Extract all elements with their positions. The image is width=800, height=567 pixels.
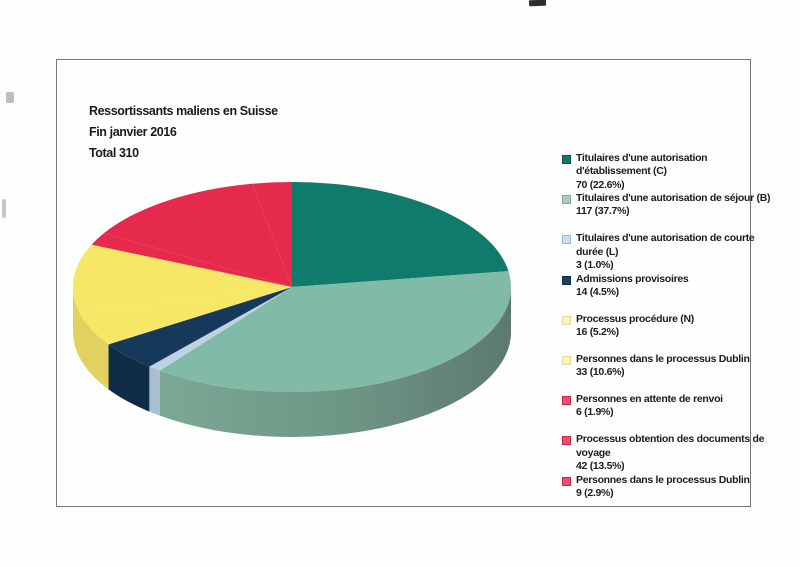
legend-label: Titulaires d'une autorisation de séjour (B) bbox=[576, 192, 771, 205]
pie-side-2 bbox=[149, 367, 159, 416]
legend-value: 16 (5.2%) bbox=[576, 326, 619, 338]
legend-label: Admissions provisoires bbox=[576, 272, 689, 285]
legend-value: 9 (2.9%) bbox=[576, 486, 614, 499]
legend-swatch-red bbox=[562, 477, 571, 486]
legend-value: 14 (4.5%) bbox=[576, 285, 619, 298]
legend-swatch-seagreen bbox=[562, 195, 571, 204]
legend-label: Titulaires d'une autorisation de courte durée (L) bbox=[576, 232, 755, 258]
legend-label: Titulaires d'une autorisation d'établissement (C) bbox=[576, 152, 708, 178]
chart-frame bbox=[56, 59, 771, 507]
legend-label: Processus procédure (N) bbox=[576, 312, 694, 325]
legend-swatch-paleyellow bbox=[562, 316, 571, 325]
scan-artifact bbox=[6, 92, 14, 103]
chart-legend bbox=[562, 152, 778, 514]
pie-slice-0 bbox=[292, 182, 508, 287]
legend-item bbox=[562, 152, 778, 192]
chart-title-line2: Fin janvier 2016 bbox=[89, 125, 177, 139]
legend-item bbox=[562, 192, 778, 232]
legend-value: 3 (1.0%) bbox=[576, 258, 614, 271]
legend-label: Processus obtention des documents de voyage bbox=[576, 433, 765, 459]
legend-value: 6 (1.9%) bbox=[576, 406, 614, 419]
legend-label: Personnes dans le processus Dublin bbox=[576, 352, 750, 365]
legend-swatch-paleyellow bbox=[562, 356, 571, 365]
chart-title-line3: Total 310 bbox=[89, 146, 139, 160]
legend-swatch-red bbox=[562, 396, 571, 405]
scan-artifact bbox=[529, 0, 546, 6]
legend-value: 117 (37.7%) bbox=[576, 205, 630, 218]
legend-swatch-red bbox=[562, 436, 571, 445]
legend-item bbox=[562, 474, 778, 514]
legend-swatch-navy bbox=[562, 276, 571, 285]
legend-item bbox=[562, 393, 778, 433]
legend-label: Personnes en attente de renvoi bbox=[576, 393, 723, 406]
legend-item bbox=[562, 433, 778, 473]
chart-title-line1: Ressortissants maliens en Suisse bbox=[89, 104, 278, 118]
legend-item bbox=[562, 232, 778, 272]
legend-item bbox=[562, 313, 778, 353]
legend-item bbox=[562, 273, 778, 313]
legend-value: 42 (13.5%) bbox=[576, 459, 625, 472]
legend-item bbox=[562, 353, 778, 393]
scan-artifact bbox=[2, 199, 6, 218]
legend-label: Personnes dans le processus Dublin bbox=[576, 473, 750, 486]
legend-value: 33 (10.6%) bbox=[576, 366, 625, 379]
legend-swatch-teal bbox=[562, 155, 571, 164]
legend-swatch-paleblue bbox=[562, 235, 571, 244]
legend-value: 70 (22.6%) bbox=[576, 178, 625, 191]
